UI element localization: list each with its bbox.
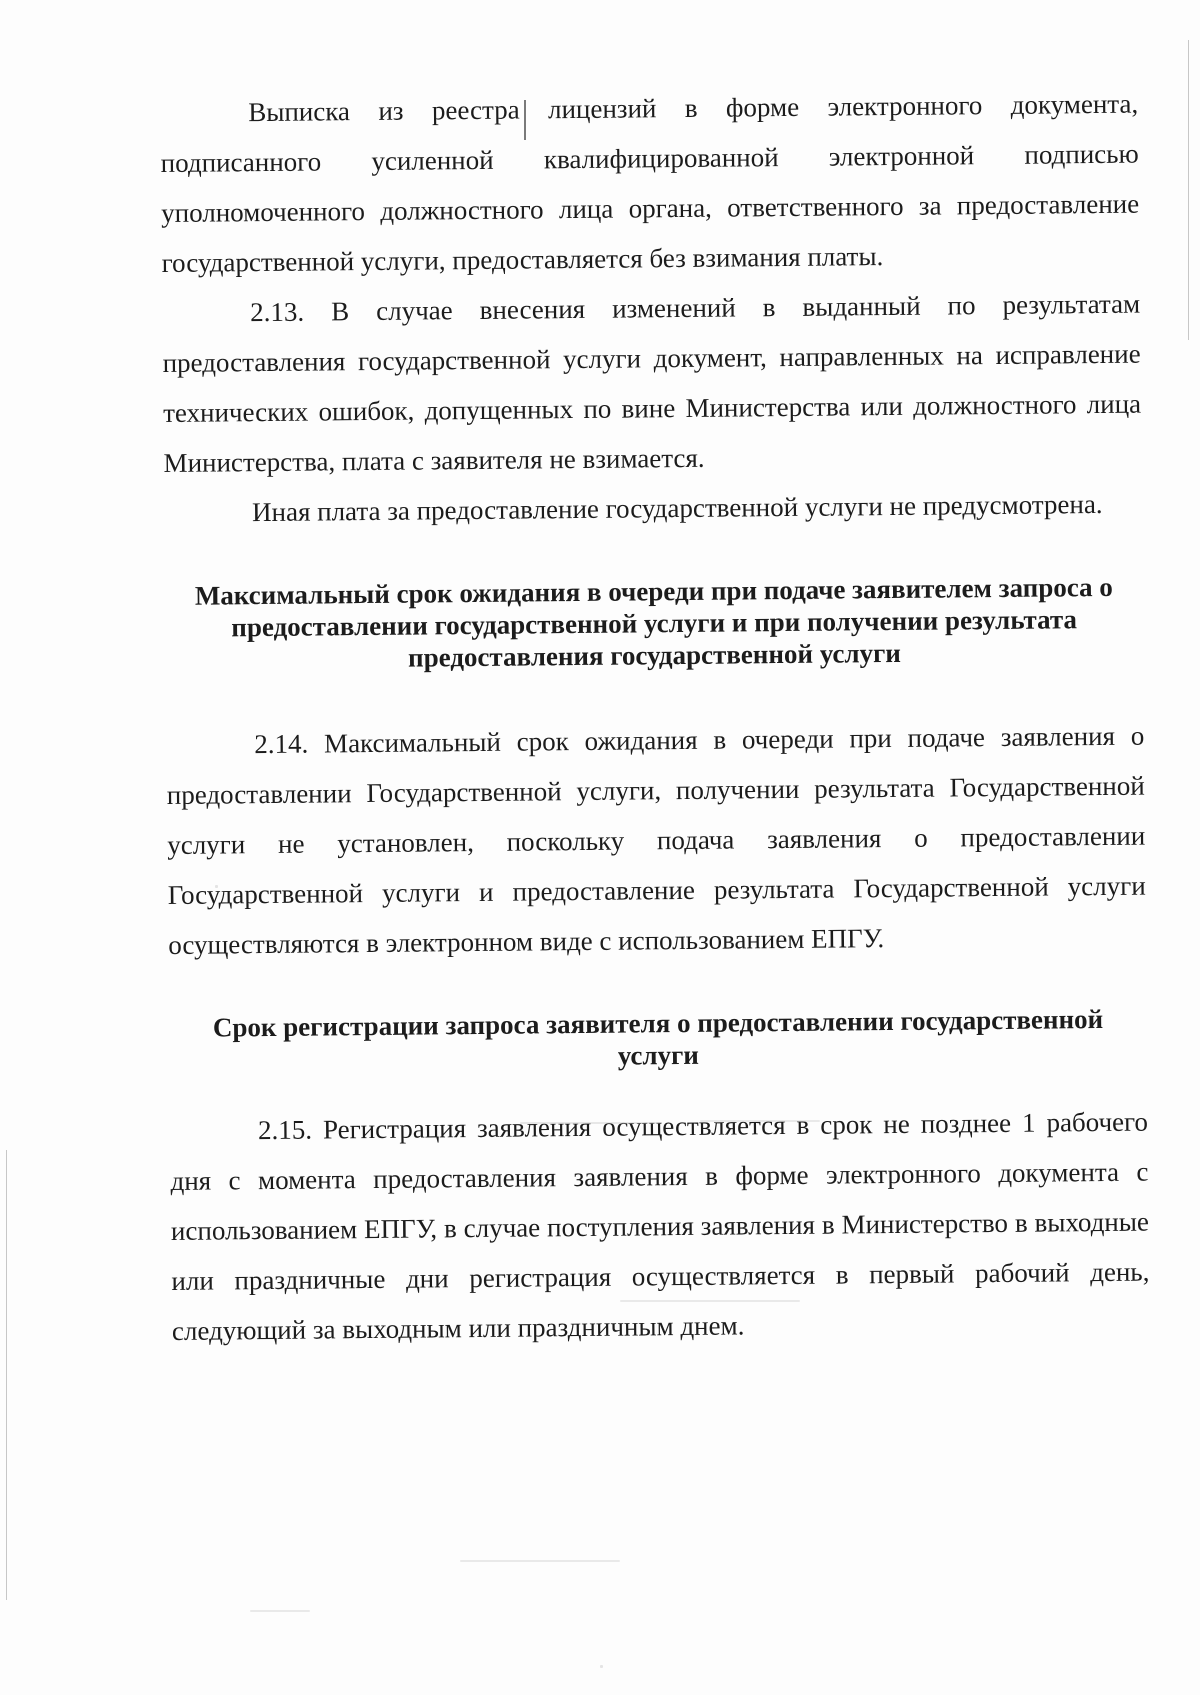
document-body [160, 79, 1150, 1356]
scan-speck [600, 1665, 603, 1668]
paragraph-license-extract: Выписка из реестра лицензий в форме электронного документа, подписанного усиленной квалифицированной электронной подписью уполномоченного должностного лица органа, ответственного за предоставление государственной услуги, предоставляется без взимания платы. [160, 88, 1140, 278]
scan-speck [215, 885, 218, 888]
scan-speck [700, 1120, 820, 1122]
heading-max-waiting-time: Максимальный срок ожидания в очереди при подаче заявителем запроса о предоставлении государственной услуги и при получении результата предоставления государственной услуги [194, 571, 1113, 673]
scan-speck [620, 1300, 800, 1302]
paragraph-2-14: 2.14. Максимальный срок ожидания в очереди при подаче заявления о предоставлении Государственной услуги, получении результата Государственной услуги не установлен, поскольку подача заявления о предоставлении Государственной услуги и предоставление результата Государственной услуги осуществляются в электронном виде с использованием ЕПГУ. [166, 720, 1146, 960]
paragraph-other-fee: Иная плата за предоставление государственной услуги не предусмотрена. [251, 488, 1103, 528]
scan-speck [520, 1122, 660, 1124]
scan-speck [250, 1610, 310, 1612]
heading-registration-term: Срок регистрации запроса заявителя о предоставлении государственной услуги [212, 1003, 1104, 1071]
scan-speck [460, 1560, 620, 1562]
scan-edge-right [1188, 40, 1189, 340]
scan-edge-left [6, 1150, 7, 1600]
paragraph-2-13: 2.13. В случае внесения изменений в выданный по результатам предоставления государственной услуги документ, направленных на исправление технических ошибок, допущенных по вине Министерства или должностного лица Министерства, плата с заявителя не взимается. [162, 288, 1142, 478]
paragraph-2-15: 2.15. Регистрация заявления осуществляется в срок не позднее 1 рабочего дня с момента предоставления заявления в форме электронного документа с использованием ЕПГУ, в случае поступления заявления в Министерство в выходные или праздничные дни регистрация осуществляется в первый рабочий день, следующий за выходным или праздничным днем. [170, 1106, 1150, 1346]
